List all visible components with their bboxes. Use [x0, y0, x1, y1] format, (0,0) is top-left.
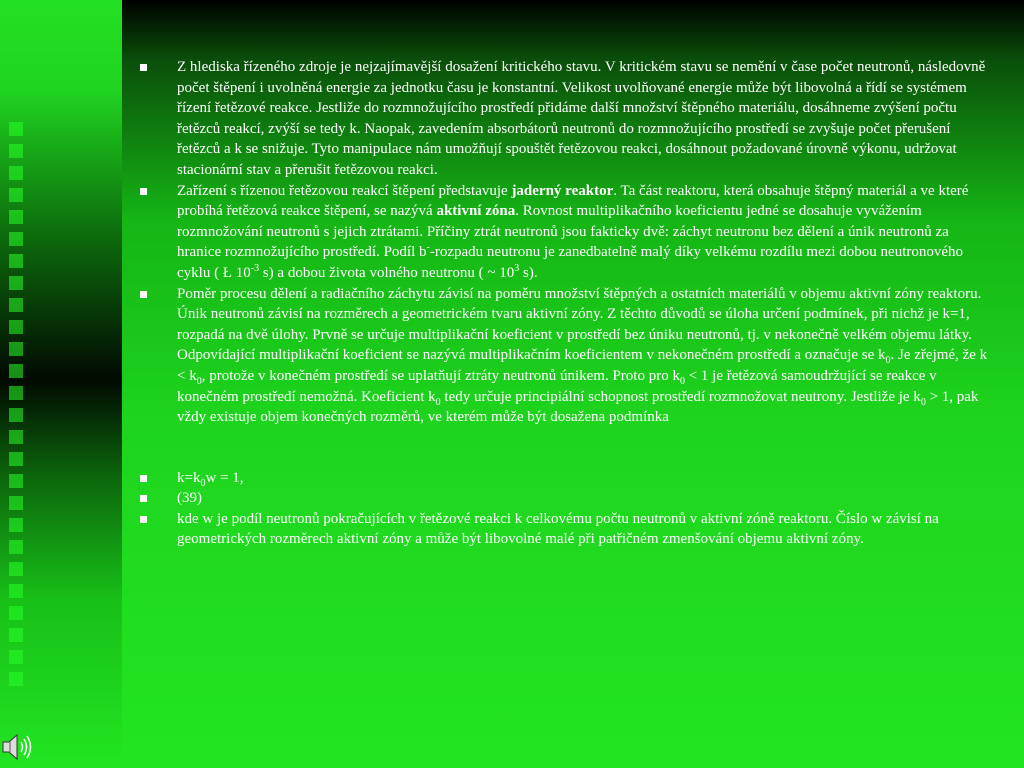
superscript: 3	[514, 262, 520, 274]
decorative-square	[9, 650, 23, 664]
decorative-square	[9, 430, 23, 444]
text-run: s) a dobou života volného neutronu ( ~ 10	[259, 264, 515, 281]
decorative-square	[9, 188, 23, 202]
text-run: . Ta část reaktoru, která obsahuje štěpný materiál a ve které probíhá řetězová reakce štěpení, se nazývá	[177, 182, 969, 220]
bullet-square-icon	[140, 475, 147, 482]
text-run: Poměr procesu dělení a radiačního záchytu závisí na poměru množství štěpných a ostatních materiálů v objemu aktivní zóny reaktoru. Únik neutronů závisí na rozměrech a geometrickém tvaru aktivní zóny. Z těchto důvodů se úloha určení podmínek, při nichž je k=1, rozpadá na dvě úlohy. Prvně se určuje multiplikační koeficient v prostředí bez úniku neutronů, tj. v nekonečně velkém objemu látky. Odpovídající multiplikační koeficient se nazývá multiplikačním koeficientem v nekonečném prostředí a označuje se k	[177, 285, 982, 364]
paragraph-gap	[140, 428, 995, 468]
subscript: 0	[920, 396, 926, 408]
bullet-item	[140, 284, 995, 428]
decorative-square	[9, 518, 23, 532]
text-run: tedy určuje principiální schopnost prostředí rozmnožovat neutrony. Jestliže je k	[440, 388, 921, 405]
speaker-sound-icon[interactable]	[0, 730, 34, 769]
bullet-square-icon	[140, 516, 147, 523]
text-run: > 1, pak vždy existuje objem konečných rozměrů, ve kterém může být dosažena podmínka	[177, 388, 979, 426]
bullet-item	[140, 181, 995, 284]
bullet-square-icon	[140, 188, 147, 195]
decorative-square	[9, 122, 23, 136]
decorative-square	[9, 166, 23, 180]
decorative-square	[9, 320, 23, 334]
decorative-square	[9, 474, 23, 488]
bold-term: aktivní zóna	[436, 203, 516, 220]
decorative-square	[9, 562, 23, 576]
text-run: . Je zřejmé, že k < k	[177, 347, 988, 384]
text-run: (39)	[177, 490, 202, 507]
decorative-square	[9, 452, 23, 466]
decorative-square	[9, 342, 23, 356]
text-run: s).	[519, 264, 538, 281]
text-run: k=k	[177, 469, 201, 486]
decorative-square	[9, 496, 23, 510]
subscript: 0	[435, 396, 441, 408]
subscript: 0	[196, 375, 202, 387]
subscript: 0	[679, 375, 685, 387]
text-run: -rozpadu neutronu je zanedbatelně malý díky velkému rozdílu mezi dobou neutronového cyklu ( Ł 10	[177, 244, 964, 281]
decorative-square	[9, 364, 23, 378]
superscript: -3	[250, 262, 260, 274]
bullet-square-icon	[140, 291, 147, 298]
text-run: , protože v konečném prostředí se uplatňují ztráty neutronů únikem. Proto pro k	[201, 367, 680, 384]
speaker-sound-icon-graphic	[0, 730, 34, 764]
decorative-square	[9, 540, 23, 554]
bullet-item	[140, 509, 995, 550]
subscript: 0	[885, 355, 891, 367]
decorative-square	[9, 276, 23, 290]
decorative-square	[9, 672, 23, 686]
decorative-square	[9, 386, 23, 400]
decorative-square	[9, 408, 23, 422]
text-run: . Rovnost multiplikačního koeficientu jedné se dosahuje vyvážením rozmnožování neutronů s jejich ztrátami. Příčiny ztrát neutronů jsou fakticky dvě: záchyt neutronu bez dělení a únik neutronů za hranice rozmnožujícího prostředí. Podíl b	[177, 203, 949, 261]
decorative-square	[9, 254, 23, 268]
text-run: kde w je podíl neutronů pokračujících v řetězové reakci k celkovému počtu neutronů v aktivní zóně reaktoru. Číslo w závisí na geometrických rozměrech aktivní zóny a může být libovolné malé při patřičném zmenšování objemu aktivní zóny.	[177, 510, 939, 548]
text-run: w = 1,	[205, 469, 244, 486]
decorative-square	[9, 210, 23, 224]
decorative-square	[9, 144, 23, 158]
bullet-item	[140, 488, 995, 509]
bullet-item	[140, 57, 995, 181]
bullet-item	[140, 468, 995, 489]
text-run: Zařízení s řízenou řetězovou reakcí štěpení představuje	[177, 182, 512, 199]
bullet-square-icon	[140, 495, 147, 502]
slide-content	[140, 57, 995, 550]
decorative-square	[9, 606, 23, 620]
decorative-square	[9, 628, 23, 642]
text-run: < 1 je řetězová samoudržující se reakce v konečném prostředí nemožná. Koeficient k	[177, 367, 937, 405]
subscript: 0	[200, 477, 206, 489]
text-run: Z hlediska řízeného zdroje je nejzajímavější dosažení kritického stavu. V kritickém stavu se nemění v čase počet neutronů, následovně počet štěpení i uvolněná energie za jednotku času je konstantní. Velikost uvolňované energie může být libovolná a řídí se systémem řízení řetězové reakce. Jestliže do rozmnožujícího prostředí přidáme další množství štěpného materiálu, dosáhneme zvýšení počtu řetězců reakcí, zvýší se tedy k. Naopak, zavedením absorbátorů neutronů do rozmnožujícího prostředí se zvyšuje počet přerušení řetězců a k se snižuje. Tyto manipulace nám umožňují spouštět řetězovou reakci, dosáhnout požadované úrovně výkonu, udržovat stacionární stav a přerušit řetězovou reakci.	[177, 59, 986, 178]
bold-term: jaderný reaktor	[511, 182, 614, 199]
decorative-square	[9, 232, 23, 246]
bullet-square-icon	[140, 64, 147, 71]
superscript: -	[426, 242, 430, 254]
decorative-square	[9, 298, 23, 312]
decorative-square	[9, 584, 23, 598]
